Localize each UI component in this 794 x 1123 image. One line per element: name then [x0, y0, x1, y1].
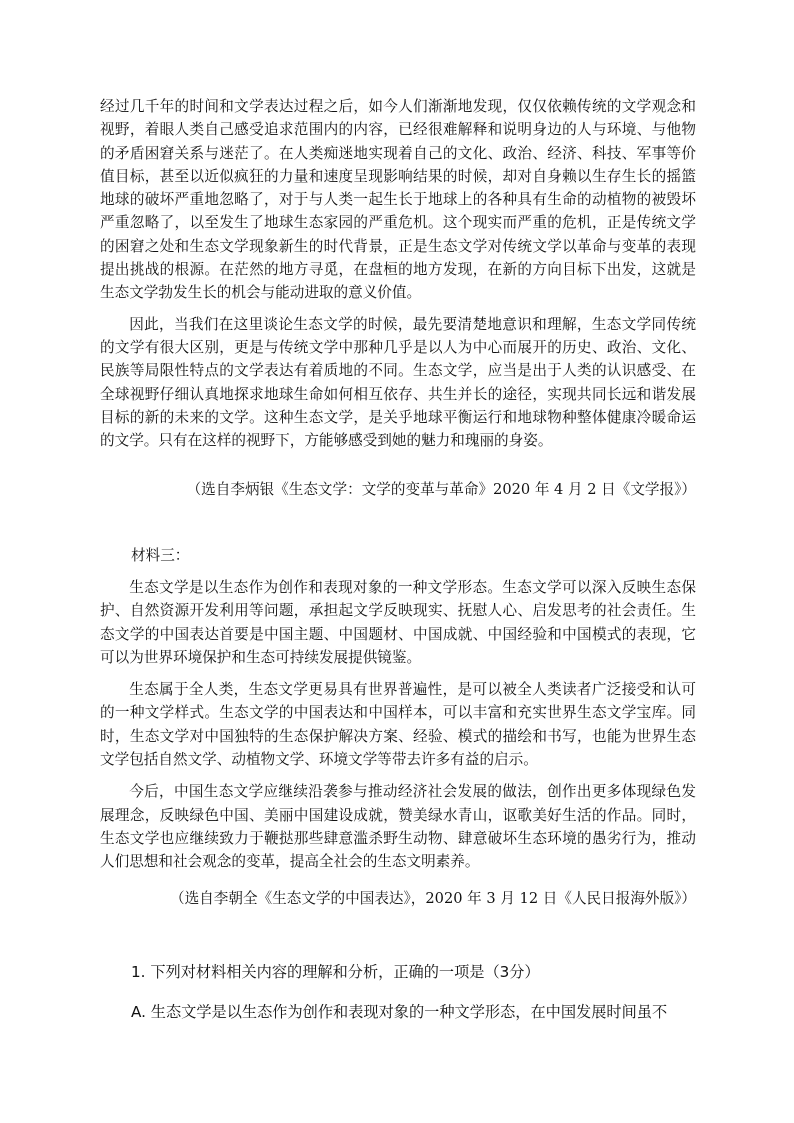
- material3-body: [100, 576, 696, 874]
- material3-source: （选自李朝全《生态文学的中国表达》，2020 年 3 月 12 日《人民日报海外版》）: [170, 890, 696, 907]
- material3-paragraph-3: 今后，中国生态文学应继续沿袭参与推动经济社会发展的做法，创作出更多体现绿色发展理念，反映绿色中国、美丽中国建设成就，赞美绿水青山，讴歌美好生活的作品。同时，生态文学也应继续致力于鞭挞那些肆意滥杀野生动物、肆意破坏生态环境的愚劣行为，推动人们思想和社会观念的变革，提高全社会的生态文明素养。: [100, 783, 696, 871]
- question-stem: 1. 下列对材料相关内容的理解和分析，正确的一项是（3分）: [131, 963, 540, 981]
- material2-paragraph-1: 经过几千年的时间和文学表达过程之后，如今人们渐渐地发现，仅仅依赖传统的文学观念和视野，着眼人类自己感受追求范围内的内容，已经很难解释和说明身边的人与环境、与他物的矛盾困窘关系与迷茫了。在人类痴迷地实现着自己的文化、政治、经济、科技、军事等价值目标，甚至以近似疯狂的力量和速度呈现影响结果的时候，却对自身赖以生存生长的摇篮地球的破坏严重地忽略了，对于与人类一起生长于地球上的各种具有生命的动植物的被毁坏严重忽略了，以至发生了地球生态家园的严重危机。这个现实而严重的危机，正是传统文学的困窘之处和生态文学现象新生的时代背景，正是生态文学对传统文学以革命与变革的表现提出挑战的根源。在茫然的地方寻觅，在盘桓的地方发现，在新的方向目标下出发，这就是生态文学勃发生长的机会与能动进取的意义价值。: [100, 98, 696, 302]
- question-option-a: A. 生态文学是以生态作为创作和表现对象的一种文学形态，在中国发展时间虽不: [131, 1003, 668, 1021]
- material2-source: （选自李炳银《生态文学：文学的变革与革命》2020 年 4 月 2 日《文学报》）: [186, 481, 696, 498]
- material3-label: 材料三：: [131, 547, 190, 564]
- material3-paragraph-1: 生态文学是以生态作为创作和表现对象的一种文学形态。生态文学可以深入反映生态保护、自然资源开发利用等问题，承担起文学反映现实、抚慰人心、启发思考的社会责任。生态文学的中国表达首要是中国主题、中国题材、中国成就、中国经验和中国模式的表现，它可以为世界环境保护和生态可持续发展提供镜鉴。: [100, 579, 696, 666]
- material2-body: [100, 95, 696, 452]
- material2-paragraph-2: 因此，当我们在这里谈论生态文学的时候，最先要清楚地意识和理解，生态文学同传统的文学有很大区别，更是与传统文学中那种几乎是以人为中心而展开的历史、政治、文化、民族等局限性特点的文学表达有着质地的不同。生态文学，应当是出于人类的认识感受、在全球视野仔细认真地探求地球生命如何相互依存、共生并长的途径，实现共同长远和谐发展目标的新的未来的文学。这种生态文学，是关乎地球平衡运行和地球物种整体健康冷暖命运的文学。只有在这样的视野下，方能够感受到她的魅力和瑰丽的身姿。: [100, 315, 696, 450]
- material3-paragraph-2: 生态属于全人类，生态文学更易具有世界普遍性，是可以被全人类读者广泛接受和认可的一种文学样式。生态文学的中国表达和中国样本，可以丰富和充实世界生态文学宝库。同时，生态文学对中国独特的生态保护解决方案、经验、模式的描绘和书写，也能为世界生态文学包括自然文学、动植物文学、环境文学等带去许多有益的启示。: [100, 681, 696, 769]
